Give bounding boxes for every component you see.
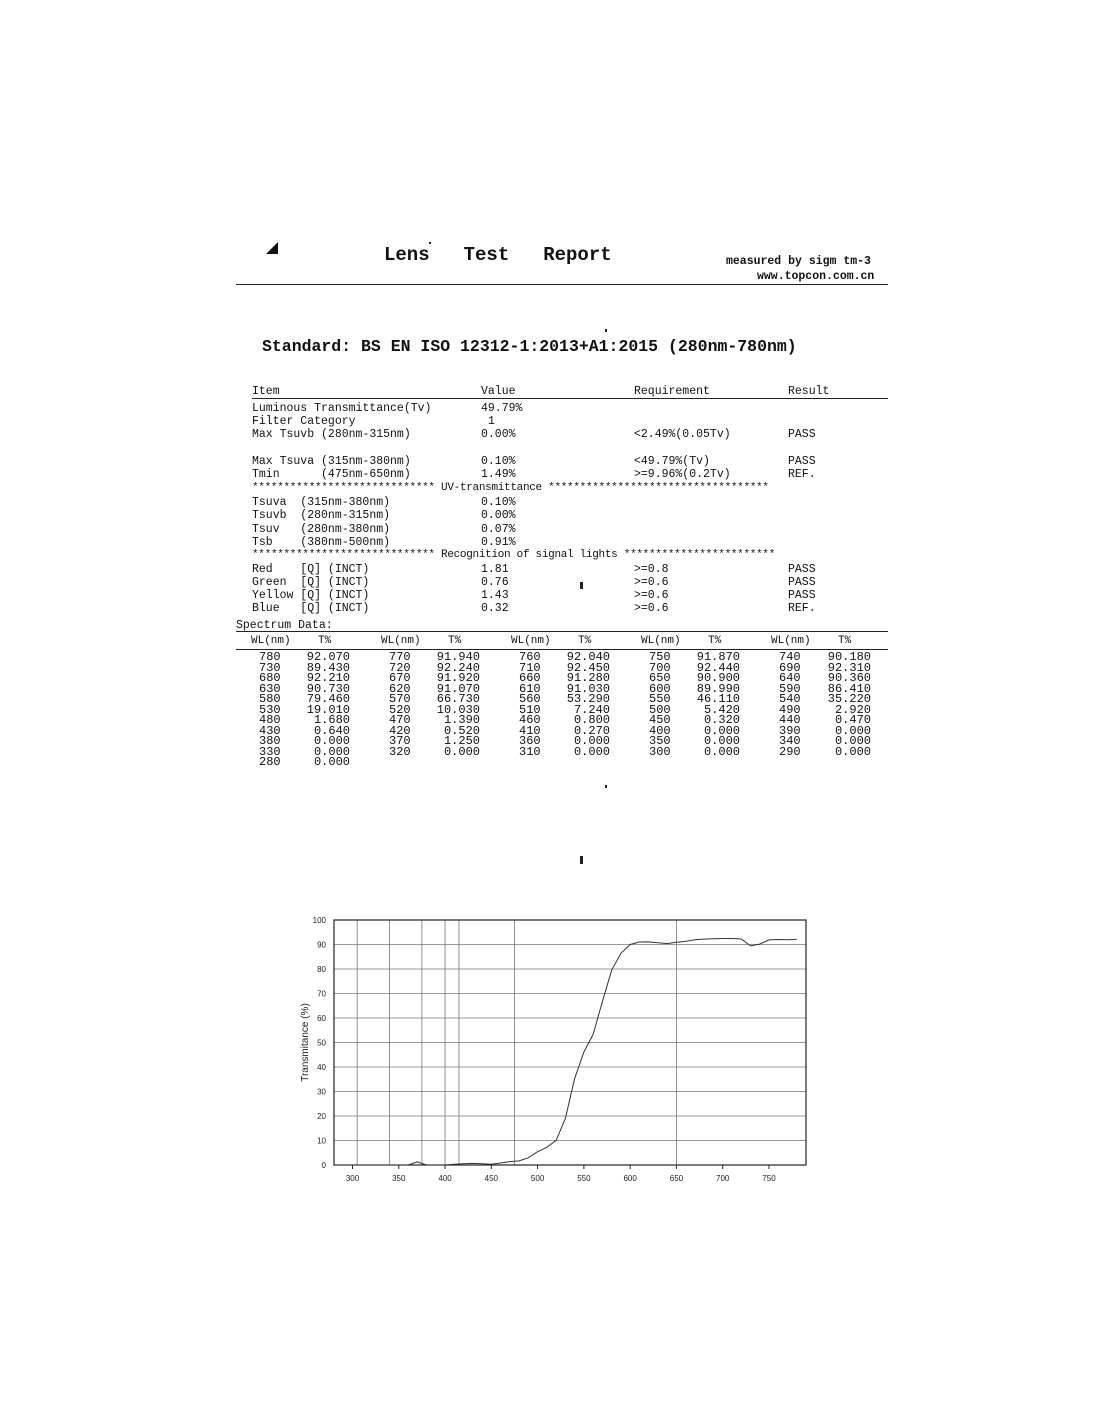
x-tick-label: 650 — [669, 1174, 684, 1183]
t-column — [813, 652, 871, 757]
value-cell: 0.91% — [481, 536, 516, 549]
wl-value: 670 — [389, 671, 411, 685]
value-cell: 1.81 — [481, 563, 509, 576]
value-cell: 0.10% — [481, 496, 516, 509]
t-value: 10.030 — [436, 702, 480, 717]
t-column — [292, 652, 350, 768]
wl-header: WL(nm) — [771, 635, 811, 647]
y-tick-label: 80 — [317, 965, 326, 974]
t-value: 1.390 — [443, 713, 480, 727]
t-value: 91.940 — [436, 650, 480, 664]
wl-value: 590 — [779, 681, 801, 696]
t-value: 0.270 — [573, 723, 610, 738]
t-column — [682, 652, 740, 757]
t-value: 5.420 — [703, 702, 740, 717]
t-value: 0.000 — [313, 734, 350, 748]
result-cell: PASS — [788, 589, 816, 602]
table-row — [236, 509, 888, 522]
y-axis-ticks — [313, 916, 327, 1170]
wl-value: 330 — [259, 744, 281, 759]
value-cell: 1.43 — [481, 589, 509, 602]
item-cell: Tsuv (280nm-380nm) — [252, 523, 391, 536]
t-value: 0.640 — [313, 723, 350, 738]
value-cell: 49.79% — [481, 402, 523, 415]
t-column — [422, 652, 480, 757]
t-value: 0.000 — [573, 744, 610, 759]
t-value: 0.000 — [703, 734, 740, 748]
wl-value: 440 — [779, 713, 801, 727]
y-tick-label: 60 — [317, 1014, 326, 1023]
wl-value: 370 — [389, 734, 411, 748]
t-value: 92.240 — [436, 660, 480, 675]
wl-value: 360 — [519, 734, 541, 748]
x-tick-label: 350 — [392, 1174, 406, 1183]
t-value: 90.180 — [827, 650, 871, 664]
item-cell: Max Tsuvb (280nm-315nm) — [252, 428, 411, 441]
table-row — [236, 402, 888, 415]
wl-value: 780 — [259, 650, 281, 664]
t-value: 90.360 — [827, 671, 871, 685]
t-value: 91.280 — [566, 671, 610, 685]
wl-column — [649, 652, 671, 757]
wl-value: 760 — [519, 650, 541, 664]
title-word: Lens — [384, 244, 430, 266]
t-value: 86.410 — [827, 681, 871, 696]
results-header-divider — [252, 398, 888, 399]
wl-value: 410 — [519, 723, 541, 738]
item-cell: Max Tsuva (315nm-380nm) — [252, 455, 411, 468]
t-value: 90.900 — [696, 671, 740, 685]
wl-value: 720 — [389, 660, 411, 675]
wl-header: WL(nm) — [381, 635, 421, 647]
x-axis-ticks — [346, 1165, 776, 1183]
x-tick-label: 300 — [345, 1174, 360, 1183]
wl-value: 390 — [779, 723, 801, 738]
t-value: 2.920 — [834, 702, 871, 717]
table-row — [236, 496, 888, 509]
t-value: 46.110 — [696, 692, 740, 706]
y-tick-label: 70 — [317, 989, 326, 999]
wl-value: 520 — [389, 702, 411, 717]
x-tick-label: 450 — [484, 1174, 499, 1183]
requirement-cell: >=0.6 — [634, 576, 669, 589]
wl-value: 510 — [519, 702, 541, 717]
t-value: 0.320 — [703, 713, 740, 727]
x-tick-label: 500 — [530, 1174, 545, 1183]
wl-value: 630 — [259, 681, 281, 696]
wl-value: 400 — [649, 723, 671, 738]
table-row — [236, 428, 888, 441]
requirement-cell: >=9.96%(0.2Tv) — [634, 468, 731, 481]
requirement-cell: <49.79%(Tv) — [634, 455, 710, 468]
t-value: 89.990 — [696, 681, 740, 696]
wl-value: 730 — [259, 660, 281, 675]
t-value: 0.000 — [834, 734, 871, 748]
t-value: 92.440 — [696, 660, 740, 675]
wl-value: 460 — [519, 713, 541, 727]
t-value: 0.000 — [703, 723, 740, 738]
wl-value: 680 — [259, 671, 281, 685]
wl-column — [389, 652, 411, 757]
wl-value: 480 — [259, 713, 281, 727]
t-value: 35.220 — [827, 692, 871, 706]
transmittance-series-line — [334, 939, 797, 1166]
measured-by: measured by sigm tm-3 — [726, 255, 871, 268]
requirement-cell: >=0.8 — [634, 563, 669, 576]
wl-value: 340 — [779, 734, 801, 748]
y-tick-label: 90 — [317, 940, 326, 950]
value-cell: 0.10% — [481, 455, 516, 468]
wl-value: 550 — [649, 692, 671, 706]
value-cell: 1 — [488, 415, 495, 428]
wl-value: 350 — [649, 734, 671, 748]
table-row — [236, 468, 888, 481]
result-cell: PASS — [788, 455, 816, 468]
t-value: 92.210 — [306, 671, 350, 685]
report-title — [384, 244, 646, 266]
t-header: T% — [578, 635, 592, 647]
t-value: 91.920 — [436, 671, 480, 685]
item-cell: Luminous Transmittance(Tv) — [252, 402, 432, 415]
value-cell: 0.00% — [481, 428, 516, 441]
col-header-value: Value — [481, 385, 516, 398]
t-value: 90.730 — [306, 681, 350, 696]
t-column — [552, 652, 610, 757]
wl-value: 380 — [259, 734, 281, 748]
item-cell: Filter Category — [252, 415, 356, 428]
t-value: 0.000 — [834, 723, 871, 738]
item-cell: Green [Q] (INCT) — [252, 576, 370, 589]
result-cell: PASS — [788, 428, 816, 441]
wl-value: 740 — [779, 650, 801, 664]
wl-value: 280 — [259, 755, 281, 769]
scan-speck — [580, 582, 583, 589]
spectrum-data-title: Spectrum Data: — [236, 619, 333, 632]
t-value: 91.030 — [566, 681, 610, 696]
t-header: T% — [448, 635, 462, 647]
t-value: 89.430 — [306, 660, 350, 675]
t-value: 91.870 — [696, 650, 740, 664]
wl-value: 490 — [779, 702, 801, 717]
chart-grid — [334, 920, 806, 1165]
wl-value: 650 — [649, 671, 671, 685]
wl-column — [779, 652, 801, 757]
table-row — [236, 536, 888, 549]
t-value: 0.000 — [703, 744, 740, 759]
value-cell: 1.49% — [481, 468, 516, 481]
t-header: T% — [708, 635, 722, 647]
item-cell: Blue [Q] (INCT) — [252, 602, 370, 615]
requirement-cell: >=0.6 — [634, 602, 669, 615]
t-value: 0.520 — [443, 723, 480, 738]
t-value: 92.040 — [566, 650, 610, 664]
item-cell: Tsuvb (280nm-315nm) — [252, 509, 391, 522]
t-value: 1.680 — [313, 713, 350, 727]
y-tick-label: 100 — [312, 916, 326, 925]
y-tick-label: 50 — [317, 1038, 326, 1048]
y-tick-label: 0 — [321, 1161, 326, 1170]
wl-value: 320 — [389, 744, 411, 759]
t-value: 0.000 — [313, 755, 350, 769]
t-value: 66.730 — [436, 692, 480, 706]
result-cell: REF. — [788, 602, 816, 615]
wl-value: 580 — [259, 692, 281, 706]
scan-speck — [429, 242, 431, 244]
wl-value: 420 — [389, 723, 411, 738]
wl-value: 530 — [259, 702, 281, 717]
wl-value: 690 — [779, 660, 801, 675]
t-value: 0.000 — [443, 744, 480, 759]
table-row — [236, 455, 888, 468]
col-header-result: Result — [788, 385, 830, 398]
transmittance-chart — [290, 906, 820, 1196]
t-header: T% — [838, 635, 852, 647]
table-row — [236, 602, 888, 615]
t-value: 0.000 — [573, 734, 610, 748]
website-link[interactable]: www.topcon.com.cn — [757, 270, 875, 283]
t-value: 92.450 — [566, 660, 610, 675]
wl-header: WL(nm) — [511, 635, 551, 647]
t-header: T% — [318, 635, 332, 647]
col-header-item: Item — [252, 385, 280, 398]
t-value: 0.470 — [834, 713, 871, 727]
wl-header: WL(nm) — [251, 635, 291, 647]
title-word: Report — [543, 244, 612, 266]
table-row — [236, 415, 888, 428]
item-cell: Red [Q] (INCT) — [252, 563, 370, 576]
y-tick-label: 40 — [317, 1063, 326, 1072]
wl-value: 710 — [519, 660, 541, 675]
y-tick-label: 30 — [317, 1087, 326, 1097]
header-divider — [236, 284, 888, 285]
x-tick-label: 550 — [577, 1174, 591, 1183]
t-value: 92.070 — [306, 650, 350, 664]
col-header-requirement: Requirement — [634, 385, 710, 398]
wl-value: 560 — [519, 692, 541, 706]
wl-value: 470 — [389, 713, 411, 727]
wl-column — [259, 652, 281, 768]
scan-speck — [605, 785, 607, 788]
table-row — [236, 563, 888, 576]
result-cell: PASS — [788, 576, 816, 589]
item-cell: Yellow [Q] (INCT) — [252, 589, 370, 602]
t-value: 0.000 — [834, 744, 871, 759]
y-tick-label: 10 — [317, 1136, 326, 1146]
value-cell: 0.32 — [481, 602, 509, 615]
wl-header: WL(nm) — [641, 635, 681, 647]
item-cell: Tsb (380nm-500nm) — [252, 536, 391, 549]
wl-value: 310 — [519, 744, 541, 759]
y-axis-label: Transmitance (%) — [300, 1003, 311, 1082]
wl-column — [519, 652, 541, 757]
t-value: 1.250 — [443, 734, 480, 748]
wl-value: 640 — [779, 671, 801, 685]
wl-value: 770 — [389, 650, 411, 664]
value-cell: 0.07% — [481, 523, 516, 536]
wl-value: 620 — [389, 681, 411, 696]
t-value: 0.000 — [313, 744, 350, 759]
value-cell: 0.76 — [481, 576, 509, 589]
title-word: Test — [463, 244, 510, 266]
wl-value: 610 — [519, 681, 541, 696]
wl-value: 430 — [259, 723, 281, 738]
wl-value: 660 — [519, 671, 541, 685]
t-value: 53.290 — [566, 692, 610, 706]
wl-value: 700 — [649, 660, 671, 675]
requirement-cell: <2.49%(0.05Tv) — [634, 428, 731, 441]
t-value: 91.070 — [436, 681, 480, 696]
t-value: 79.460 — [306, 692, 350, 706]
table-row — [236, 576, 888, 589]
t-value: 19.010 — [306, 702, 350, 717]
t-value: 92.310 — [827, 660, 871, 675]
t-value: 7.240 — [573, 702, 610, 717]
signal-lights-separator: ***************************** Recognition of signal lights ************************ — [252, 549, 775, 561]
wl-value: 540 — [779, 692, 801, 706]
x-tick-label: 600 — [623, 1174, 637, 1183]
wl-value: 600 — [649, 681, 671, 696]
x-tick-label: 750 — [762, 1174, 776, 1183]
x-tick-label: 700 — [716, 1174, 730, 1183]
spectrum-header-top-rule — [236, 631, 888, 632]
uv-transmittance-separator: ***************************** UV-transmittance *********************************** — [252, 482, 769, 494]
standard-label: Standard: BS EN ISO 12312-1:2013+A1:2015 (280nm-780nm) — [262, 337, 797, 356]
scan-speck — [605, 329, 607, 332]
table-row — [236, 589, 888, 602]
item-cell: Tsuva (315nm-380nm) — [252, 496, 391, 509]
scan-speck — [580, 856, 583, 864]
value-cell: 0.00% — [481, 509, 516, 522]
result-cell: PASS — [788, 563, 816, 576]
wl-value: 300 — [649, 744, 671, 759]
result-cell: REF. — [788, 468, 816, 481]
t-value: 0.800 — [573, 713, 610, 727]
item-cell: Tmin (475nm-650nm) — [252, 468, 411, 481]
wl-value: 450 — [649, 713, 671, 727]
wl-value: 570 — [389, 692, 411, 706]
y-tick-label: 20 — [317, 1112, 326, 1121]
requirement-cell: >=0.6 — [634, 589, 669, 602]
logo-mark-icon — [266, 242, 278, 254]
wl-value: 290 — [779, 744, 801, 759]
wl-value: 500 — [649, 702, 671, 717]
wl-value: 750 — [649, 650, 671, 664]
x-tick-label: 400 — [438, 1174, 452, 1183]
table-row — [236, 523, 888, 536]
